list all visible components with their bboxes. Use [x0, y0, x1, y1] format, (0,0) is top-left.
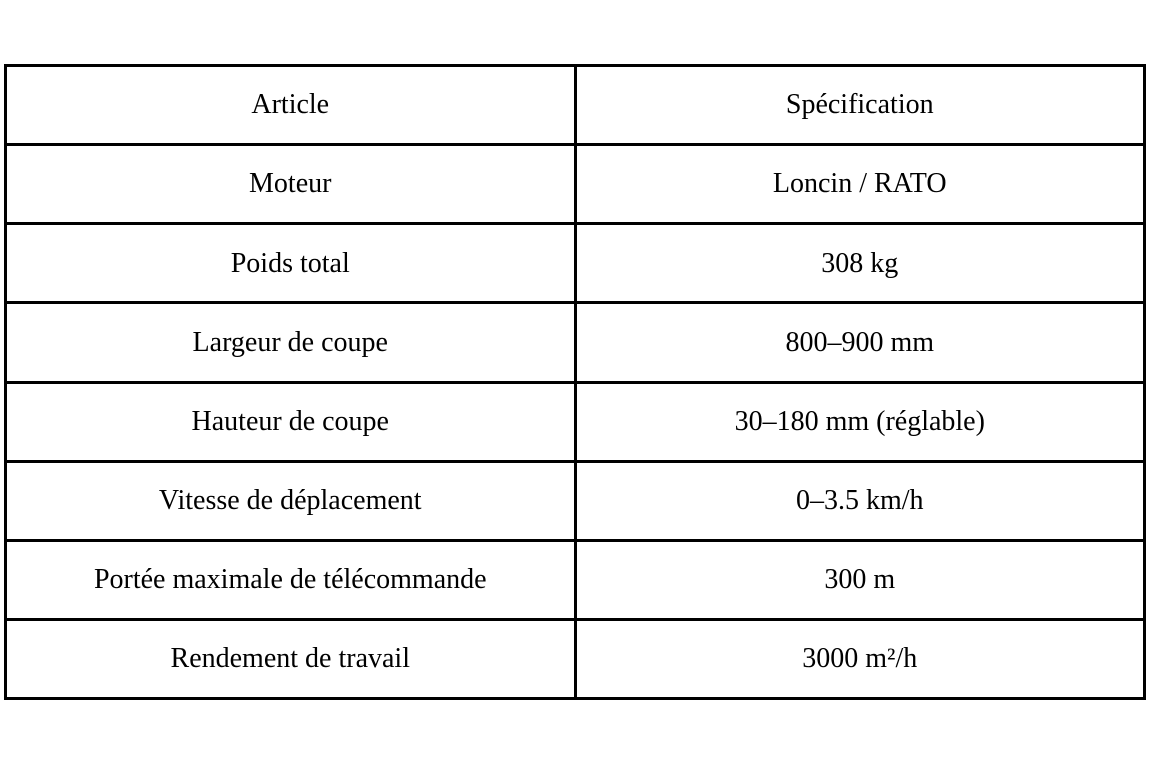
table-row [6, 619, 1145, 698]
table-row [6, 224, 1145, 303]
spec-value-cell: 800–900 mm [575, 303, 1145, 382]
spec-value-cell: 30–180 mm (réglable) [575, 382, 1145, 461]
spec-table [4, 64, 1146, 700]
spec-name-cell: Poids total [6, 224, 576, 303]
table-row [6, 382, 1145, 461]
spec-value-cell: 3000 m²/h [575, 619, 1145, 698]
spec-value-cell: 300 m [575, 540, 1145, 619]
spec-value-cell: 0–3.5 km/h [575, 461, 1145, 540]
spec-name-cell: Rendement de travail [6, 619, 576, 698]
spec-name-cell: Moteur [6, 145, 576, 224]
table-row [6, 461, 1145, 540]
column-header-specification: Spécification [575, 66, 1145, 145]
spec-name-cell: Largeur de coupe [6, 303, 576, 382]
table-header-row [6, 66, 1145, 145]
table-row [6, 540, 1145, 619]
table-row [6, 145, 1145, 224]
spec-value-cell: Loncin / RATO [575, 145, 1145, 224]
spec-name-cell: Portée maximale de télécommande [6, 540, 576, 619]
table-row [6, 303, 1145, 382]
spec-name-cell: Vitesse de déplacement [6, 461, 576, 540]
spec-value-cell: 308 kg [575, 224, 1145, 303]
column-header-article: Article [6, 66, 576, 145]
spec-name-cell: Hauteur de coupe [6, 382, 576, 461]
